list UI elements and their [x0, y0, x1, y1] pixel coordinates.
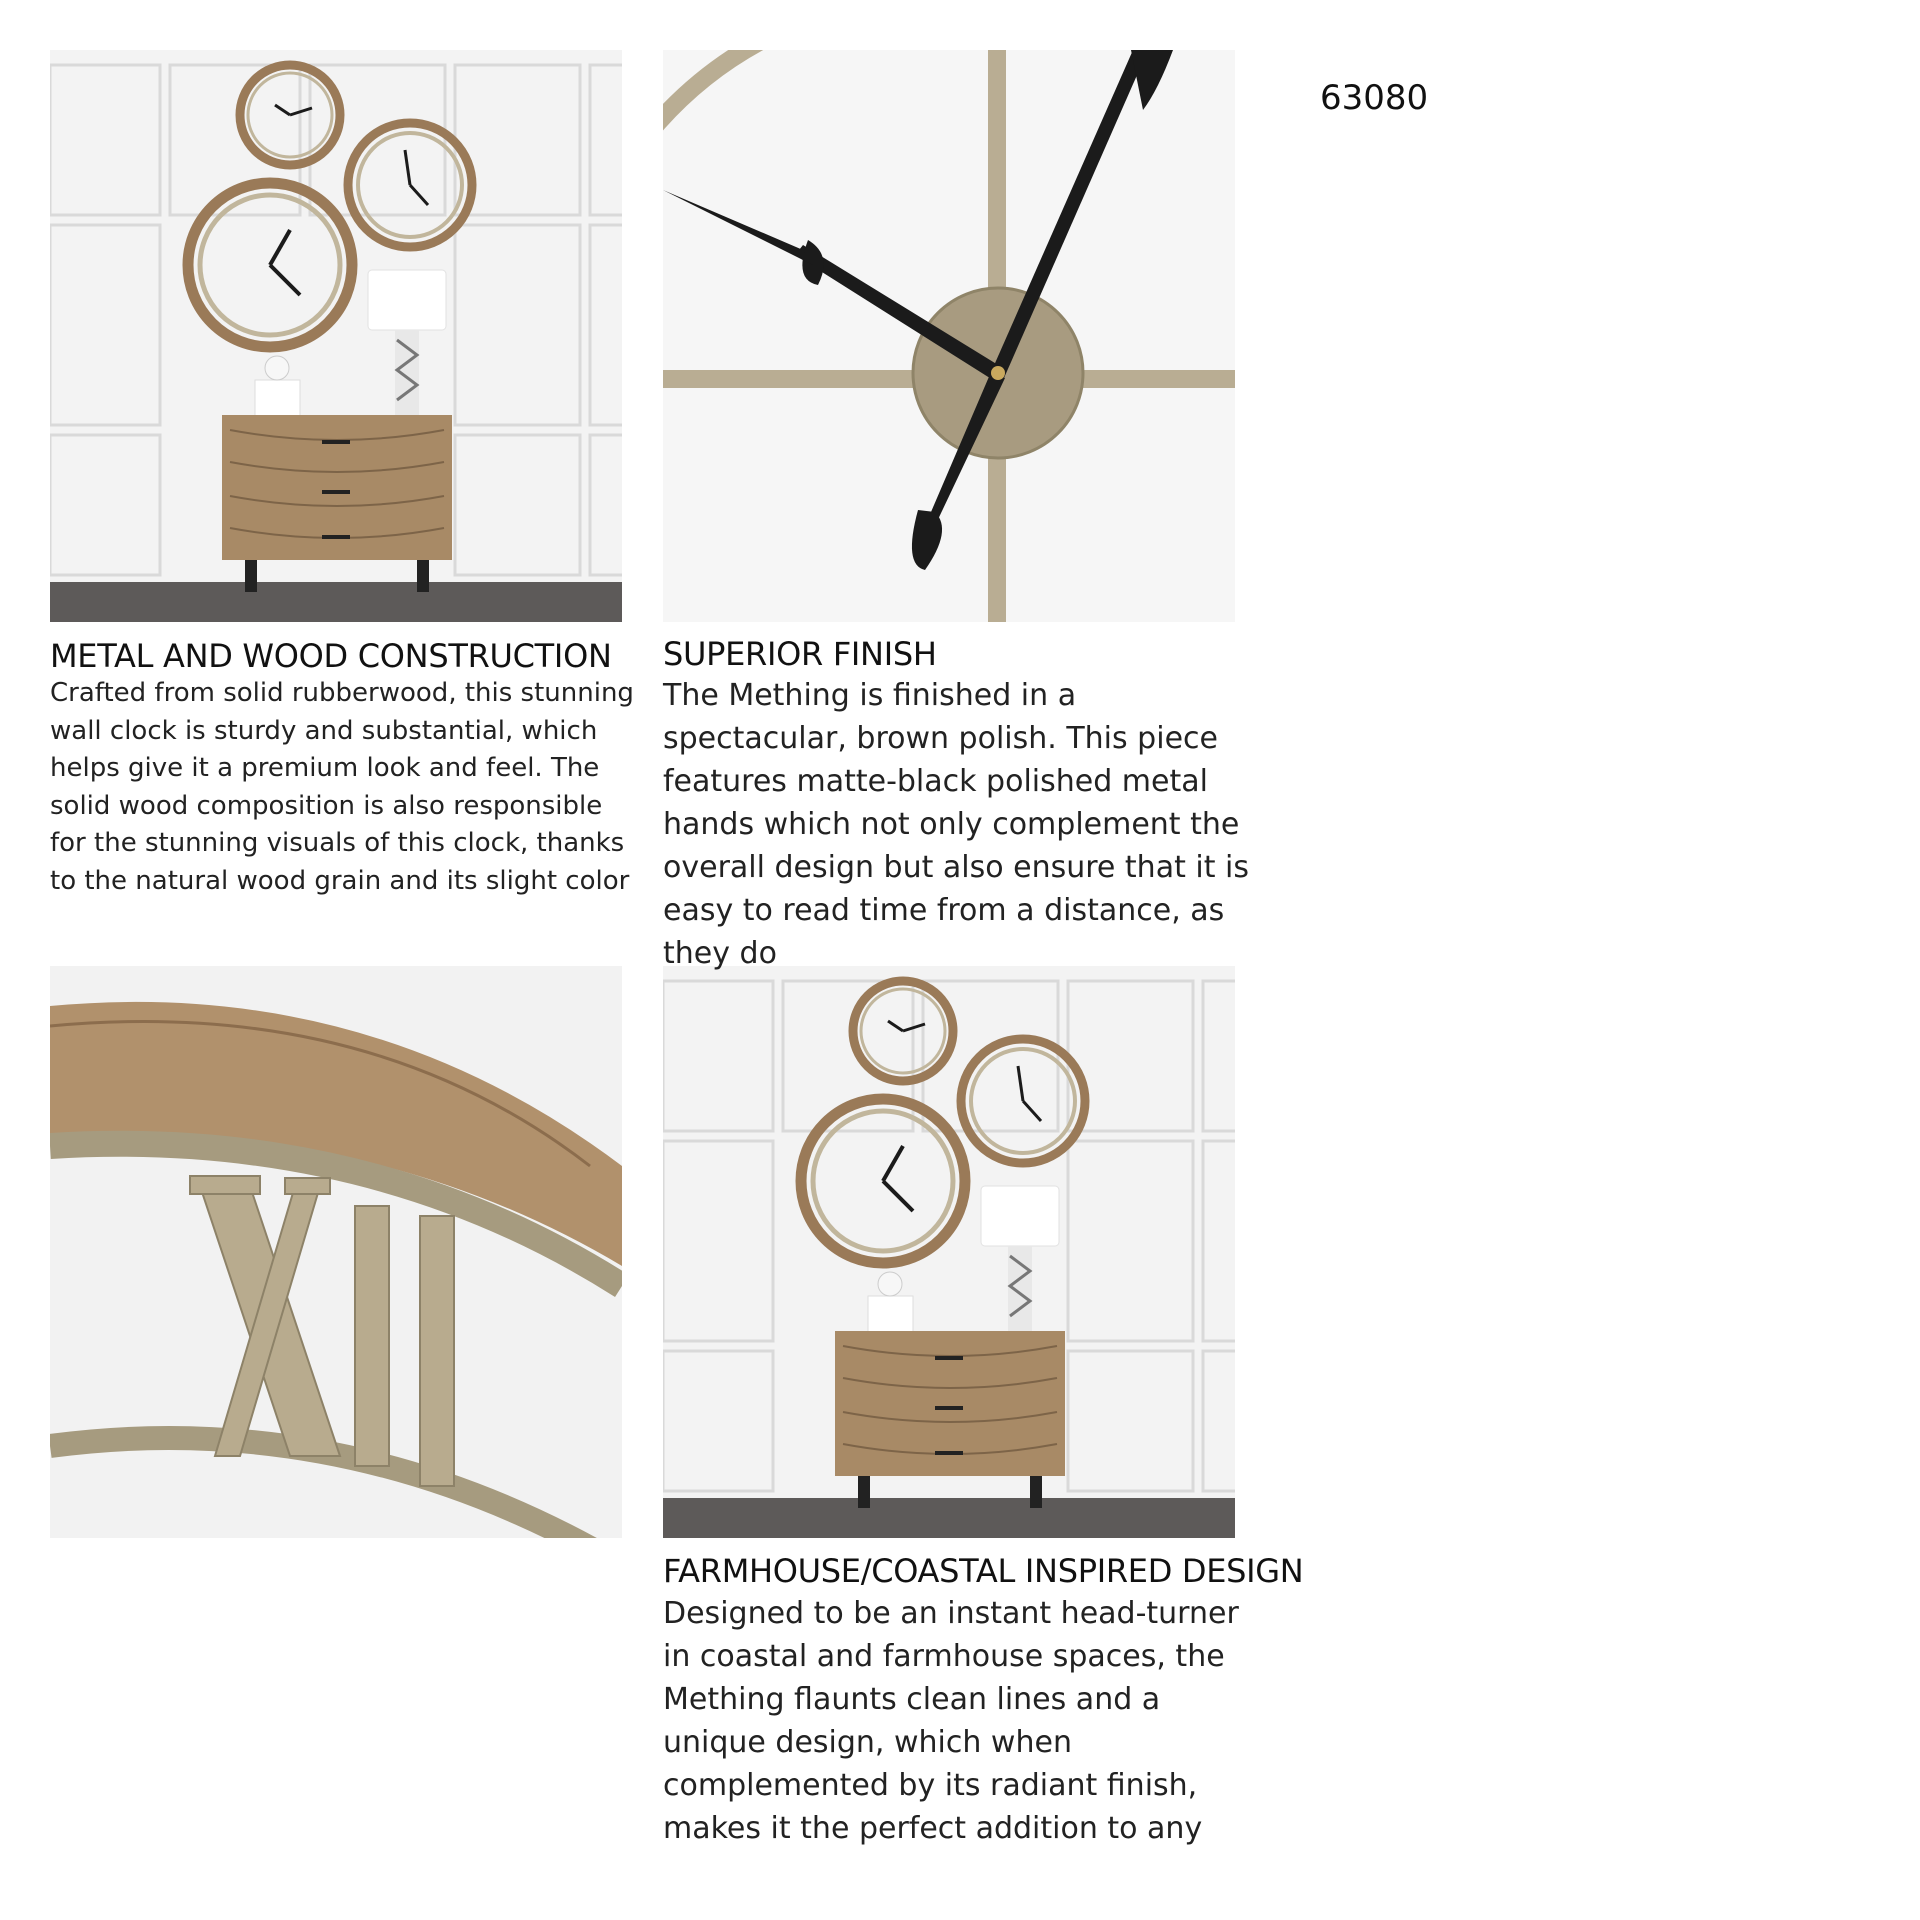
- product-sku: 63080: [1320, 78, 1429, 118]
- room-scene-photo: [663, 966, 1235, 1538]
- finish-heading: SUPERIOR FINISH: [663, 635, 937, 673]
- construction-heading: METAL AND WOOD CONSTRUCTION: [50, 637, 612, 675]
- construction-body: Crafted from solid rubberwood, this stunning wall clock is sturdy and substantial, which helps give it a premium look and feel. The solid wood composition is also responsible for the stunning visuals of this clock, thanks to the natural wood grain and its slight color: [50, 678, 634, 896]
- clock-hands-closeup-photo: [663, 50, 1235, 622]
- design-body: Designed to be an instant head-turner in coastal and farmhouse spaces, the Mething flaunts clean lines and a unique design, which when complemented by its radiant finish, makes it the perfect addition to any: [663, 1596, 1239, 1846]
- design-heading: FARMHOUSE/COASTAL INSPIRED DESIGN: [663, 1552, 1304, 1590]
- room-scene-photo: [50, 50, 622, 622]
- roman-numeral-closeup-photo: [50, 966, 622, 1538]
- finish-body: The Mething is finished in a spectacular, brown polish. This piece features matte-black polished metal hands which not only complement the overall design but also ensure that it is easy to read time from a distance, as they do: [663, 678, 1249, 971]
